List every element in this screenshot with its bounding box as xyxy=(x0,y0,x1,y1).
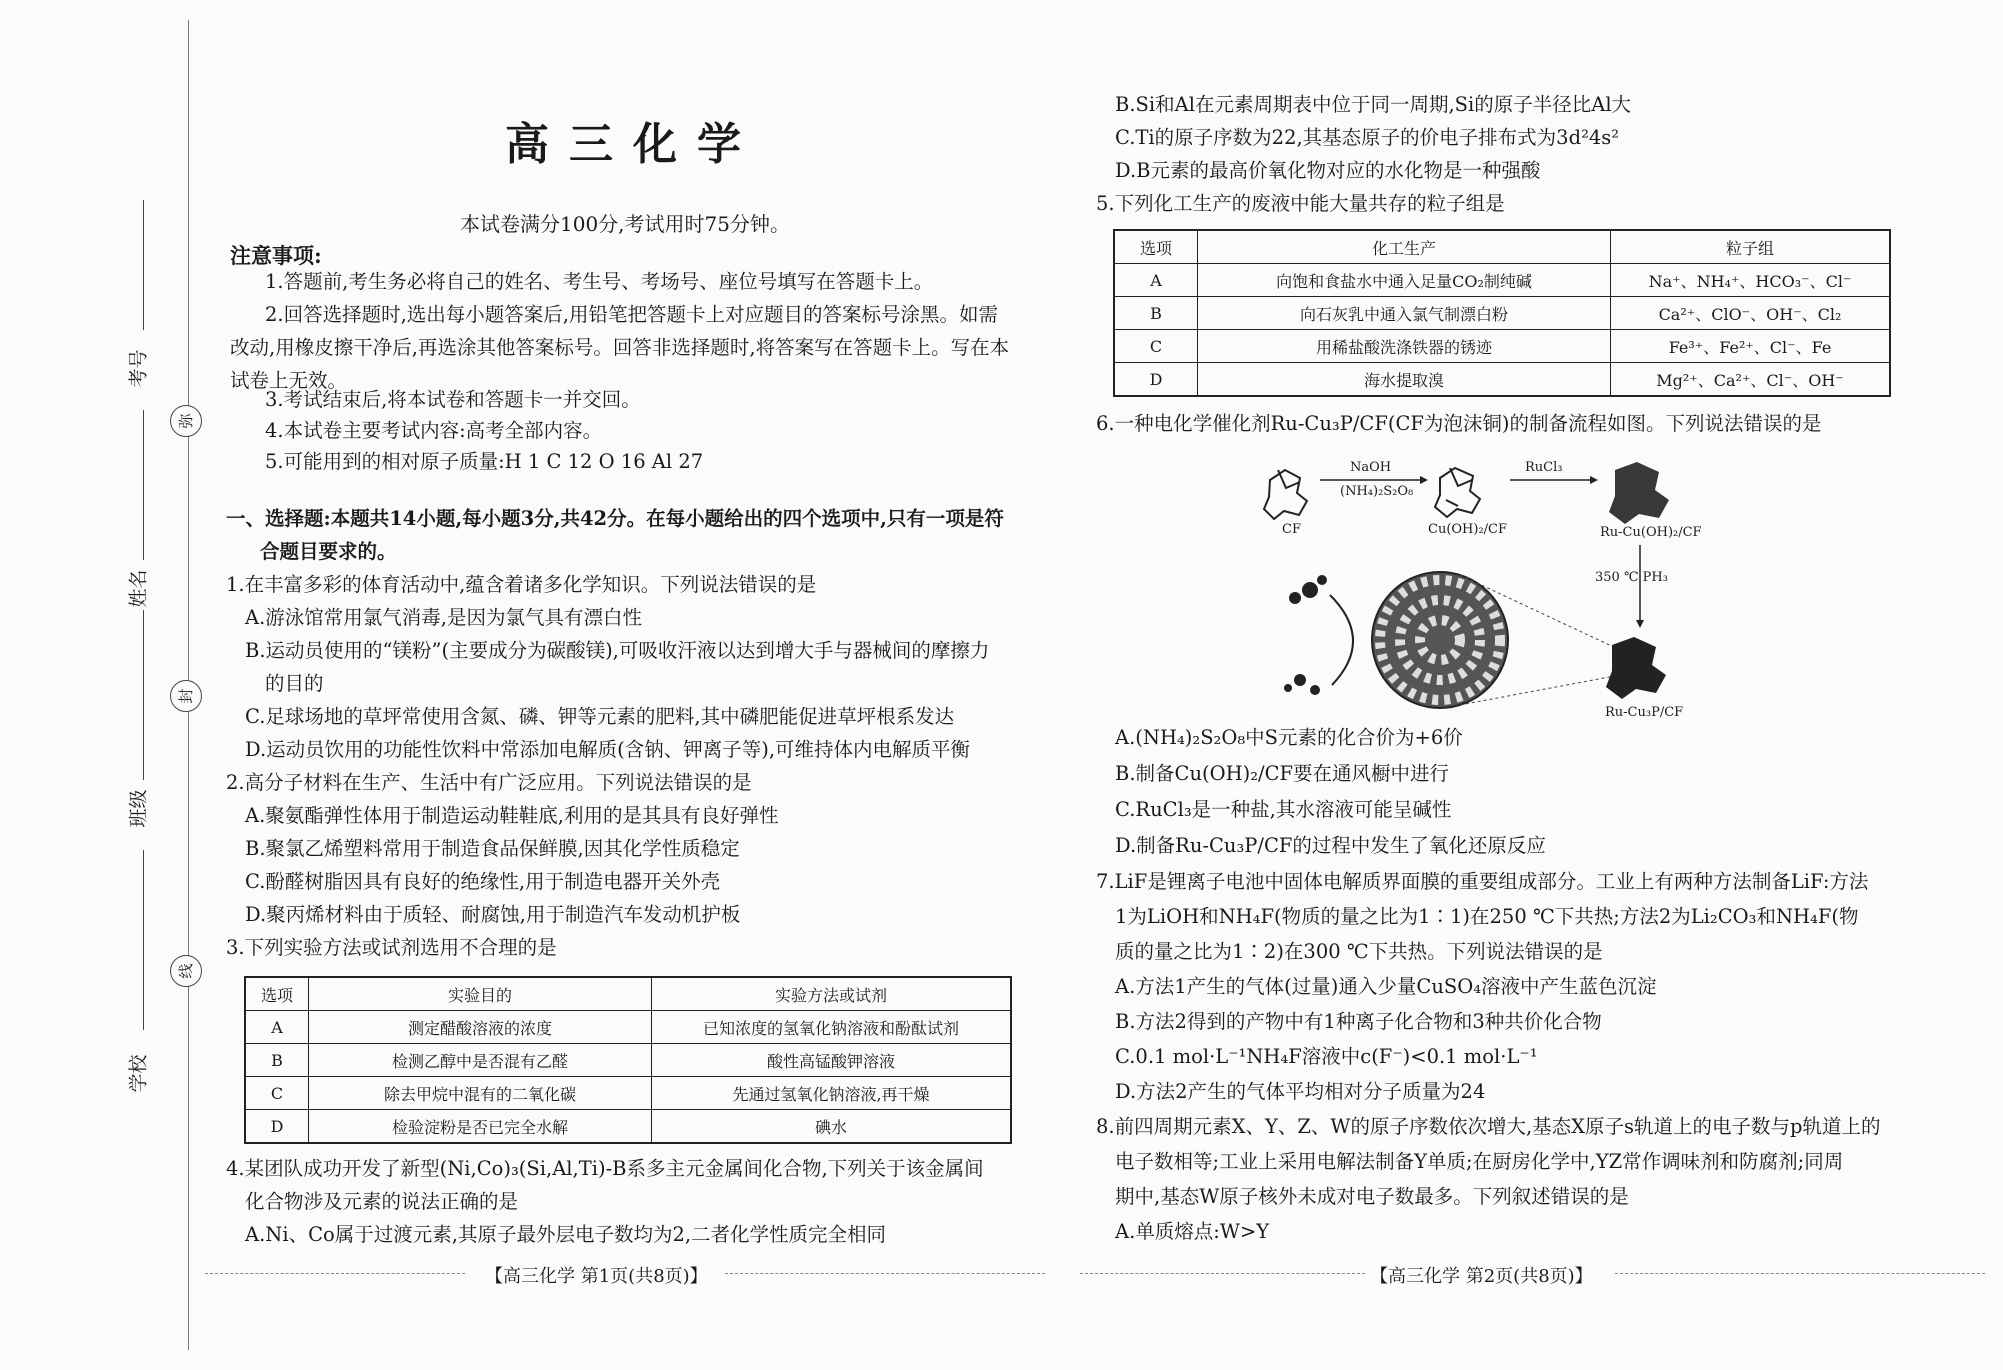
table-header-cell: 实验方法或试剂 xyxy=(652,977,1012,1011)
table-cell: 碘水 xyxy=(652,1110,1012,1144)
table-cell: D xyxy=(1114,363,1198,397)
q8-stem-cont1: 电子数相等;工业上采用电解法制备Y单质;在厨房化学中,YZ常作调味剂和防腐剂;同周 xyxy=(1115,1150,1844,1173)
q6-flow-diagram xyxy=(1260,450,1730,730)
table-header-cell: 选项 xyxy=(245,977,309,1011)
school-line-top xyxy=(143,850,144,1030)
label-cf: CF xyxy=(1282,522,1301,537)
name-line-top xyxy=(143,410,144,560)
table-row xyxy=(245,1110,1011,1144)
q7-stem-cont1: 1为LiOH和NH₄F(物质的量之比为1∶1)在250 ℃下共热;方法2为Li₂CO₃和NH₄F(物 xyxy=(1115,905,1859,928)
cuoh-structure-icon xyxy=(1435,468,1480,517)
q2-option-b: B.聚氯乙烯塑料常用于制造食品保鲜膜,因其化学性质稳定 xyxy=(245,837,740,860)
class-label: 班级 xyxy=(127,789,150,828)
footer-right: 【高三化学 第2页(共8页)】 xyxy=(1370,1266,1593,1287)
q3-stem: 3.下列实验方法或试剂选用不合理的是 xyxy=(226,936,557,959)
arrowhead-1 xyxy=(1420,476,1428,484)
table-cell: 先通过氢氧化钠溶液,再干燥 xyxy=(652,1077,1012,1110)
q5-table xyxy=(1113,229,1891,397)
q7-stem: 7.LiF是锂离子电池中固体电解质界面膜的重要组成部分。工业上有两种方法制备LiF:方法 xyxy=(1096,870,1869,893)
footer-left: 【高三化学 第1页(共8页)】 xyxy=(485,1266,708,1287)
q7-option-c: C.0.1 mol·L⁻¹NH₄F溶液中c(F⁻)<0.1 mol·L⁻¹ xyxy=(1115,1045,1538,1068)
name-label: 姓名 xyxy=(127,569,150,608)
exam-title: 高三化学 xyxy=(505,119,761,170)
q4-option-a: A.Ni、Co属于过渡元素,其原子最外层电子数均为2,二者化学性质完全相同 xyxy=(245,1223,887,1246)
q1-option-d: D.运动员饮用的功能性饮料中常添加电解质(含钠、钾离子等),可维持体内电解质平衡 xyxy=(245,738,971,761)
table-cell: Fe³⁺、Fe²⁺、Cl⁻、Fe xyxy=(1611,330,1891,363)
q2-option-a: A.聚氨酯弹性体用于制造运动鞋鞋底,利用的是其具有良好弹性 xyxy=(245,804,779,827)
notice-title: 注意事项: xyxy=(230,243,322,268)
arrowhead-2 xyxy=(1590,476,1598,484)
notice-2c: 试卷上无效。 xyxy=(230,369,348,392)
q1-option-b: B.运动员使用的“镁粉”(主要成分为碳酸镁),可吸收汗液以达到增大手与器械间的摩擦力 xyxy=(245,639,990,662)
table-row xyxy=(245,1077,1011,1110)
table-header-row xyxy=(245,977,1011,1011)
table-row xyxy=(245,1044,1011,1077)
q8-stem: 8.前四周期元素X、Y、Z、W的原子序数依次增大,基态X原子s轨道上的电子数与p轨道上的 xyxy=(1096,1115,1881,1138)
table-cell: C xyxy=(245,1077,309,1110)
label-product: Ru-Cu₃P/CF xyxy=(1605,705,1684,720)
product-structure-icon xyxy=(1606,637,1666,699)
table-cell: 检验淀粉是否已完全水解 xyxy=(309,1110,652,1144)
table-row xyxy=(1114,264,1890,297)
table-header-cell: 粒子组 xyxy=(1611,230,1891,264)
table-cell: 海水提取溴 xyxy=(1198,363,1611,397)
table-cell: 已知浓度的氢氧化钠溶液和酚酞试剂 xyxy=(652,1011,1012,1044)
cycle-arrow xyxy=(1330,595,1353,685)
label-rucl3: RuCl₃ xyxy=(1525,460,1563,475)
school-label: 学校 xyxy=(127,1054,150,1093)
notice-4: 4.本试卷主要考试内容:高考全部内容。 xyxy=(265,419,603,442)
table-header-cell: 选项 xyxy=(1114,230,1198,264)
exam-number-label: 考号 xyxy=(127,349,150,388)
table-cell: Ca²⁺、ClO⁻、OH⁻、Cl₂ xyxy=(1611,297,1891,330)
table-cell: D xyxy=(245,1110,309,1144)
q6-option-c: C.RuCl₃是一种盐,其水溶液可能呈碱性 xyxy=(1115,798,1452,821)
table-header-cell: 化工生产 xyxy=(1198,230,1611,264)
q4-option-c: C.Ti的原子序数为22,其基态原子的价电子排布式为3d²4s² xyxy=(1115,126,1620,149)
table-row xyxy=(1114,330,1890,363)
footer-rule-left-b xyxy=(725,1273,1045,1274)
notice-1: 1.答题前,考生务必将自己的姓名、考生号、考场号、座位号填写在答题卡上。 xyxy=(265,270,934,293)
q1-stem: 1.在丰富多彩的体育活动中,蕴含着诸多化学知识。下列说法错误的是 xyxy=(226,573,817,596)
q1-option-b-cont: 的目的 xyxy=(265,672,324,695)
table-cell: B xyxy=(1114,297,1198,330)
seal-mark-2: 封 xyxy=(170,680,202,712)
q7-option-b: B.方法2得到的产物中有1种离子化合物和3种共价化合物 xyxy=(1115,1010,1602,1033)
table-cell: 检测乙醇中是否混有乙醛 xyxy=(309,1044,652,1077)
q4-option-b: B.Si和Al在元素周期表中位于同一周期,Si的原子半径比Al大 xyxy=(1115,93,1632,116)
table-row xyxy=(1114,297,1890,330)
notice-2b: 改动,用橡皮擦干净后,再选涂其他答案标号。回答非选择题时,将答案写在答题卡上。写在本 xyxy=(230,336,1010,359)
label-conditions: 350 ℃ PH₃ xyxy=(1595,570,1668,585)
notice-5: 5.可能用到的相对原子质量:H 1 C 12 O 16 Al 27 xyxy=(265,450,704,473)
footer-rule-right-b xyxy=(1615,1273,1985,1274)
q8-stem-cont2: 期中,基态W原子核外未成对电子数最多。下列叙述错误的是 xyxy=(1115,1185,1629,1208)
table-cell: A xyxy=(1114,264,1198,297)
arrowhead-3 xyxy=(1636,620,1644,628)
rucuoh-structure-icon xyxy=(1609,462,1669,524)
table-cell: 除去甲烷中混有的二氧化碳 xyxy=(309,1077,652,1110)
q1-option-c: C.足球场地的草坪常使用含氮、磷、钾等元素的肥料,其中磷肥能促进草坪根系发达 xyxy=(245,705,955,728)
q2-option-d: D.聚丙烯材料由于质轻、耐腐蚀,用于制造汽车发动机护板 xyxy=(245,903,741,926)
q7-option-a: A.方法1产生的气体(过量)通入少量CuSO₄溶液中产生蓝色沉淀 xyxy=(1115,975,1657,998)
cf-structure-icon xyxy=(1264,470,1307,519)
q6-option-b: B.制备Cu(OH)₂/CF要在通风橱中进行 xyxy=(1115,762,1450,785)
footer-rule-right-a xyxy=(1080,1273,1365,1274)
q3-table xyxy=(244,976,1012,1144)
q6-option-d: D.制备Ru-Cu₃P/CF的过程中发生了氧化还原反应 xyxy=(1115,834,1546,857)
label-rucuoh-cf: Ru-Cu(OH)₂/CF xyxy=(1600,525,1702,540)
table-cell: Na⁺、NH₄⁺、HCO₃⁻、Cl⁻ xyxy=(1611,264,1891,297)
table-cell: Mg²⁺、Ca²⁺、Cl⁻、OH⁻ xyxy=(1611,363,1891,397)
q6-stem: 6.一种电化学催化剂Ru-Cu₃P/CF(CF为泡沫铜)的制备流程如图。下列说法错误的是 xyxy=(1096,412,1822,435)
table-row xyxy=(1114,363,1890,397)
table-cell: A xyxy=(245,1011,309,1044)
table-row xyxy=(245,1011,1011,1044)
footer-rule-left-a xyxy=(205,1273,465,1274)
section1-line2: 合题目要求的。 xyxy=(260,540,397,563)
zoom-circle xyxy=(1372,572,1508,708)
table-cell: B xyxy=(245,1044,309,1077)
class-line-top xyxy=(143,610,144,780)
exam-subtitle: 本试卷满分100分,考试用时75分钟。 xyxy=(460,212,790,236)
seal-mark-1: 弥 xyxy=(170,405,202,437)
bubble-icons xyxy=(1284,575,1327,695)
label-naoh: NaOH xyxy=(1350,460,1392,475)
seal-mark-3: 线 xyxy=(170,955,202,987)
table-cell: 向石灰乳中通入氯气制漂白粉 xyxy=(1198,297,1611,330)
q7-stem-cont2: 质的量之比为1∶2)在300 ℃下共热。下列说法错误的是 xyxy=(1115,940,1603,963)
label-cuoh-cf: Cu(OH)₂/CF xyxy=(1428,522,1508,537)
q4-option-d: D.B元素的最高价氧化物对应的水化物是一种强酸 xyxy=(1115,159,1541,182)
table-header-row xyxy=(1114,230,1890,264)
notice-3: 3.考试结束后,将本试卷和答题卡一并交回。 xyxy=(265,388,641,411)
q4-stem-cont: 化合物涉及元素的说法正确的是 xyxy=(245,1190,519,1213)
diagram-graphic xyxy=(1260,450,1730,730)
q1-option-a: A.游泳馆常用氯气消毒,是因为氯气具有漂白性 xyxy=(245,606,642,629)
table-cell: 用稀盐酸洗涤铁器的锈迹 xyxy=(1198,330,1611,363)
q7-option-d: D.方法2产生的气体平均相对分子质量为24 xyxy=(1115,1080,1486,1103)
q4-stem: 4.某团队成功开发了新型(Ni,Co)₃(Si,Al,Ti)-B系多主元金属间化合物,下列关于该金属间 xyxy=(226,1157,984,1180)
q5-stem: 5.下列化工生产的废液中能大量共存的粒子组是 xyxy=(1096,192,1505,215)
q2-option-c: C.酚醛树脂因具有良好的绝缘性,用于制造电器开关外壳 xyxy=(245,870,721,893)
q6-option-a: A.(NH₄)₂S₂O₈中S元素的化合价为+6价 xyxy=(1115,726,1463,749)
table-cell: 向饱和食盐水中通入足量CO₂制纯碱 xyxy=(1198,264,1611,297)
section1-line1: 一、选择题:本题共14小题,每小题3分,共42分。在每小题给出的四个选项中,只有一项是符 xyxy=(226,507,1004,530)
exam-number-line xyxy=(143,200,144,330)
table-header-cell: 实验目的 xyxy=(309,977,652,1011)
q8-option-a: A.单质熔点:W>Y xyxy=(1115,1220,1270,1243)
label-persulfate: (NH₄)₂S₂O₈ xyxy=(1340,484,1414,499)
table-cell: 酸性高锰酸钾溶液 xyxy=(652,1044,1012,1077)
table-cell: C xyxy=(1114,330,1198,363)
q2-stem: 2.高分子材料在生产、生活中有广泛应用。下列说法错误的是 xyxy=(226,771,752,794)
notice-2: 2.回答选择题时,选出每小题答案后,用铅笔把答题卡上对应题目的答案标号涂黑。如需 xyxy=(265,303,999,326)
table-cell: 测定醋酸溶液的浓度 xyxy=(309,1011,652,1044)
